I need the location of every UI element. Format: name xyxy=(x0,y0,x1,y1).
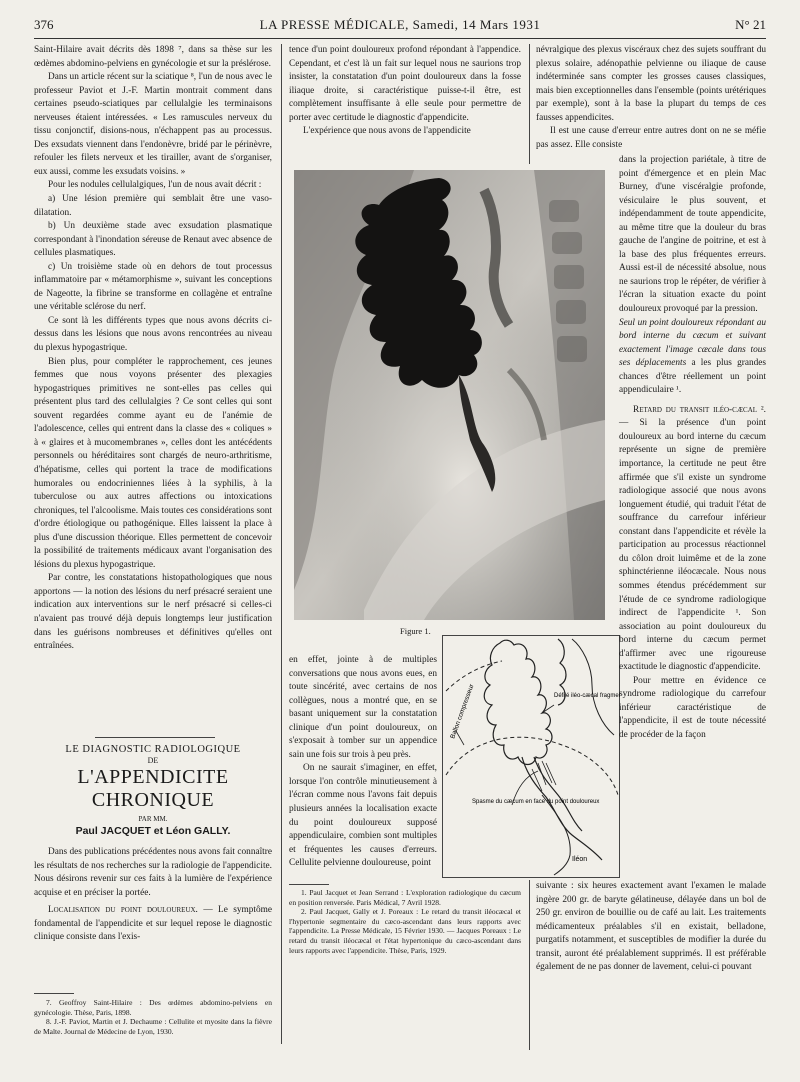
paragraph: Par contre, les constatations histopathologiques que nous apportons — la notion des lésions du nerf présacré seraient une indication aux interventions sur le nerf présacré si celles-ci n'avaient pas trouvé déjà depuis longtemps leur justification dans les guérisons nombreuses et définitives qu'elles ont entraînées. xyxy=(34,573,272,652)
paragraph: Bien plus, pour compléter le rapprochement, ces jeunes femmes que nous voyons présenter des plexagies hypogastriques primitives ne sont-elles pas celles qui présentent plus tard des cellulalgies ? Ce sont celles qui sont souvent regardées comme ayant eu de l'anémie de l'adolescence, celles qui entrent dans la classe des « coliques » à « glaires et à mucomembranes », celles dont les antécédents personnels ou héréditaires sont chargés de neuro-arthritisme, d'hépatisme, celles qui portent la trace de modifications humorales ou endocriniennes liées à la syphilis, à la tuberculose ou aux autres affections ou intoxications chroniques, tel l'alcoolisme. Mais toutes ces considérations sont d'ordre étiologique ou pathogénique. Elles laissent la place à plus d'une discussion théorique. Elles permettent de concevoir la possibilité de traitements médicaux avant l'organisation des lésions du plexus hypogastrique. xyxy=(34,356,272,570)
paragraph: Pour mettre en évidence ce syndrome radiologique du carrefour inférieur caractéristique de l'appendicite, il est de toute nécessité de procéder de la façon xyxy=(619,675,766,740)
footnotes-col1 xyxy=(34,998,272,1036)
column-rule xyxy=(529,44,530,164)
title-line-1: LE DIAGNOSTIC RADIOLOGIQUE xyxy=(65,744,241,755)
diagram-label-ballon: Ballon compresseur xyxy=(449,683,476,740)
diagram-label-ileon: Iléon xyxy=(572,856,588,863)
journal-title: LA PRESSE MÉDICALE, Samedi, 14 Mars 1931 xyxy=(259,17,541,32)
paragraph: tence d'un point douloureux profond répondant à l'appendice. Cependant, et c'est là un fait sur lequel nous ne saurions trop insister, la constatation d'un point douloureux dans la fosse iliaque droite, si caractéristique puisse-t-il être, est complètement insuffisante à elle seule pour permettre de porter avec certitude le diagnostic d'appendicite. xyxy=(289,45,521,123)
paragraph: en effet, jointe à de multiples conversations que nous avons eues, en toute sincérité, avec certains de nos collègues, nous a montré que, en se basant uniquement sur la constatation clinique d'un point douloureux, on s'exposait à tomber sur un appendice sain une fois sur trois à peu près. xyxy=(289,655,437,760)
figure-caption: Figure 1. xyxy=(400,626,431,636)
title-main: L'APPENDICITE CHRONIQUE xyxy=(77,766,229,811)
page-header xyxy=(34,17,766,39)
paragraph: dans la projection pariétale, à titre de point d'émergence et en plein Mac Burney, d'une viscéralgie profonde, vésiculaire le plus souvent, et indépendamment de toute appendicite, au même titre que la douleur du bras gauche de l'angine de poitrine, et est à la base des plus fréquentes erreurs. Aussi est-il de nécessité absolue, nous ne saurions trop le répéter, de vérifier à l'écran la situation exacte du point douloureux provoqué par la pression. xyxy=(619,155,766,315)
diagram-label-defile: Défilé iléo-cæcal fragmenté xyxy=(554,693,620,699)
column-3-top xyxy=(536,44,766,152)
paragraph: névralgique des plexus viscéraux chez des sujets souffrant du plexus solaire, adénopathie pelvienne ou iliaque de cause indéterminée sans compter les grosses causes classiques, mais bien exceptionnelles dans l'ensemble (points urétériques par exemple), sont à la base la plupart du temps de ces fausses appendicites. xyxy=(536,45,766,123)
paragraph: Dans un article récent sur la sciatique ⁸, l'un de nous avec le professeur Paviot et J.-F. Martin montrait comment dans certaines pseudo-sciatiques par cellulalgie les terminaisons nerveuses étaient intéressées. « Les ramuscules nerveux du tissu conjonctif, disions-nous, n'échappent pas au processus. Des exsudats viennent dans l'endonèvre, bridé par le périnèvre, refouler les filets nerveux et les tirailler, avant de s'organiser, eux aussi, comme les exsudats voisins. » xyxy=(34,72,272,177)
column-2-top xyxy=(289,44,521,139)
figure-diagram xyxy=(442,635,620,878)
column-3-bottom xyxy=(536,880,766,975)
header-rule xyxy=(34,38,766,39)
footnote: 1. Paul Jacquet et Jean Serrand : L'exploration radiologique du cæcum en position renversée. Paris Médical, 7 Avril 1928. xyxy=(289,888,521,907)
footnotes-col2 xyxy=(289,888,521,955)
paragraph: c) Un troisième stade où en dehors de tout processus inflammatoire par « métamorphisme », suivant les conceptions de Nageotte, la fibrine se transforme en collagène et entraîne une véritable sclérose du nerf. xyxy=(34,261,272,313)
section-lead: Retard du transit iléo-cæcal ². xyxy=(633,404,766,415)
paragraph: Saint-Hilaire avait décrits dès 1898 ⁷, dans sa thèse sur les œdèmes abdomino-pelviens en gynécologie et sur la préslérose. xyxy=(34,45,272,69)
paragraph: On ne saurait s'imaginer, en effet, lorsque l'on contrôle minutieusement à l'écran comme nous l'avons fait depuis plusieurs années la localisation exacte du point douloureux supposé appendiculaire, combien sont multiples et fréquentes les causes d'erreurs. Cellulite pelvienne douloureuse, point xyxy=(289,763,437,869)
paragraph: Pour les nodules cellulalgiques, l'un de nous avait décrit : xyxy=(48,180,262,191)
xray-photograph xyxy=(294,170,605,620)
paragraph: Il est une cause d'erreur entre autres dont on ne se méfie pas assez. Elle consiste xyxy=(536,126,766,150)
article-authors: Paul JACQUET et Léon GALLY. xyxy=(75,825,231,837)
paragraph: Localisation du point douloureux. — Le symptôme fondamental de l'appendicite et sur lequel repose le diagnostic clinique consiste dans l'exis- xyxy=(34,905,272,943)
section-lead: Localisation du point douloureux. xyxy=(48,905,198,916)
footnote-rule xyxy=(289,884,329,885)
paragraph: Dans des publications précédentes nous avons fait connaître les résultats de nos recherches sur la radiologie de l'appendicite. Nous désirons revenir sur ces faits à la lumière de l'expérience acquise et en préciser la portée. xyxy=(34,847,272,898)
paragraph: L'expérience que nous avons de l'appendicite xyxy=(303,126,471,137)
article-title xyxy=(34,744,272,837)
paragraph: suivante : six heures exactement avant l'examen le malade ingère 200 gr. de baryte gélatineuse, délayée dans un bol de 250 gr. environ de bouillie ou de café au lait. Les traitements médicamenteux préalables s'il en existait, belladone, purgatifs notamment, et susceptibles de modifier la durée du transit, auront été préalablement supprimés. Il est préférable également de ne pas donner de lavement, celui-ci pouvant xyxy=(536,881,766,973)
article-separator xyxy=(95,737,215,738)
column-1 xyxy=(34,44,272,654)
diagram-svg xyxy=(442,635,620,878)
diagram-label-spasme: Spasme du cæcum en face du point douloureux xyxy=(472,799,600,805)
paragraph: Retard du transit iléo-cæcal ². — Si la présence d'un point douloureux au bord interne du cæcum représente un signe de première importance, la certitude ne peut être affirmée que s'il existe un syndrome radiologique associé que nous avons longuement étudié, qui traduit l'état de souffrance du carrefour inférieur constant dans l'appendicite et révèle la participation au processus réactionnel du côlon droit luimême et de la zone sphinctérienne iléocæcale. Nous nous sommes étendus précédemment sur l'étude de ce syndrome radiologique indirect de l'appendicite ¹. Son association au point douloureux du bord interne du cæcum permet d'affirmer avec une rigoureuse exactitude le diagnostic d'appendicite. xyxy=(619,404,766,673)
footnote: 8. J.-F. Paviot, Martin et J. Dechaume : Cellulite et myosite dans la fièvre de Malte. Journal de Médecine de Lyon, 1930. xyxy=(34,1017,272,1036)
column-rule xyxy=(281,44,282,1044)
xray-image xyxy=(294,170,605,620)
paragraph: a) Une lésion première qui semblait être une vaso-dilatation. xyxy=(34,194,272,218)
footnote: 7. Geoffroy Saint-Hilaire : Des œdèmes abdomino-pelviens en gynécologie. Thèse, Paris, 1898. xyxy=(34,998,272,1017)
title-line-2: DE xyxy=(147,756,159,765)
paragraph: b) Un deuxième stade avec exsudation plasmatique correspondant à l'inondation séreuse de Renaut avec absence de cellules plasmatiques. xyxy=(34,221,272,259)
column-3-side xyxy=(619,154,766,743)
page-number: 376 xyxy=(34,17,54,32)
column-2-middle xyxy=(289,654,437,871)
column-1-article xyxy=(34,846,272,945)
footnote: 2. Paul Jacquet, Gally et J. Poreaux : Le retard du transit iléocæcal et l'hypertonie segmentaire du cæco-ascendant dans leurs rapports avec l'appendicite. La Presse Médicale, 15 Février 1930. — Jacques Poreaux : Le retard du transit iléocæcal et l'état hypertonique du cæco-ascendant dans leurs rapports avec l'appendicite. Thèse, Paris, 1929. xyxy=(289,907,521,955)
title-par: PAR MM. xyxy=(138,815,168,823)
issue-number: N° 21 xyxy=(735,17,766,32)
paragraph: Ce sont là les différents types que nous avons décrits ci-dessus dans les lésions que nous avons rencontrées au niveau du plexus hypogastrique. xyxy=(34,315,272,354)
paragraph-emphasis: Seul un point douloureux répondant au bord interne du cæcum et suivant exactement l'image cæcale dans tous ses déplacements a les plus grandes chances d'être réellement un point appendiculaire ¹. xyxy=(619,317,766,396)
column-rule xyxy=(529,880,530,1050)
footnote-rule xyxy=(34,993,74,994)
